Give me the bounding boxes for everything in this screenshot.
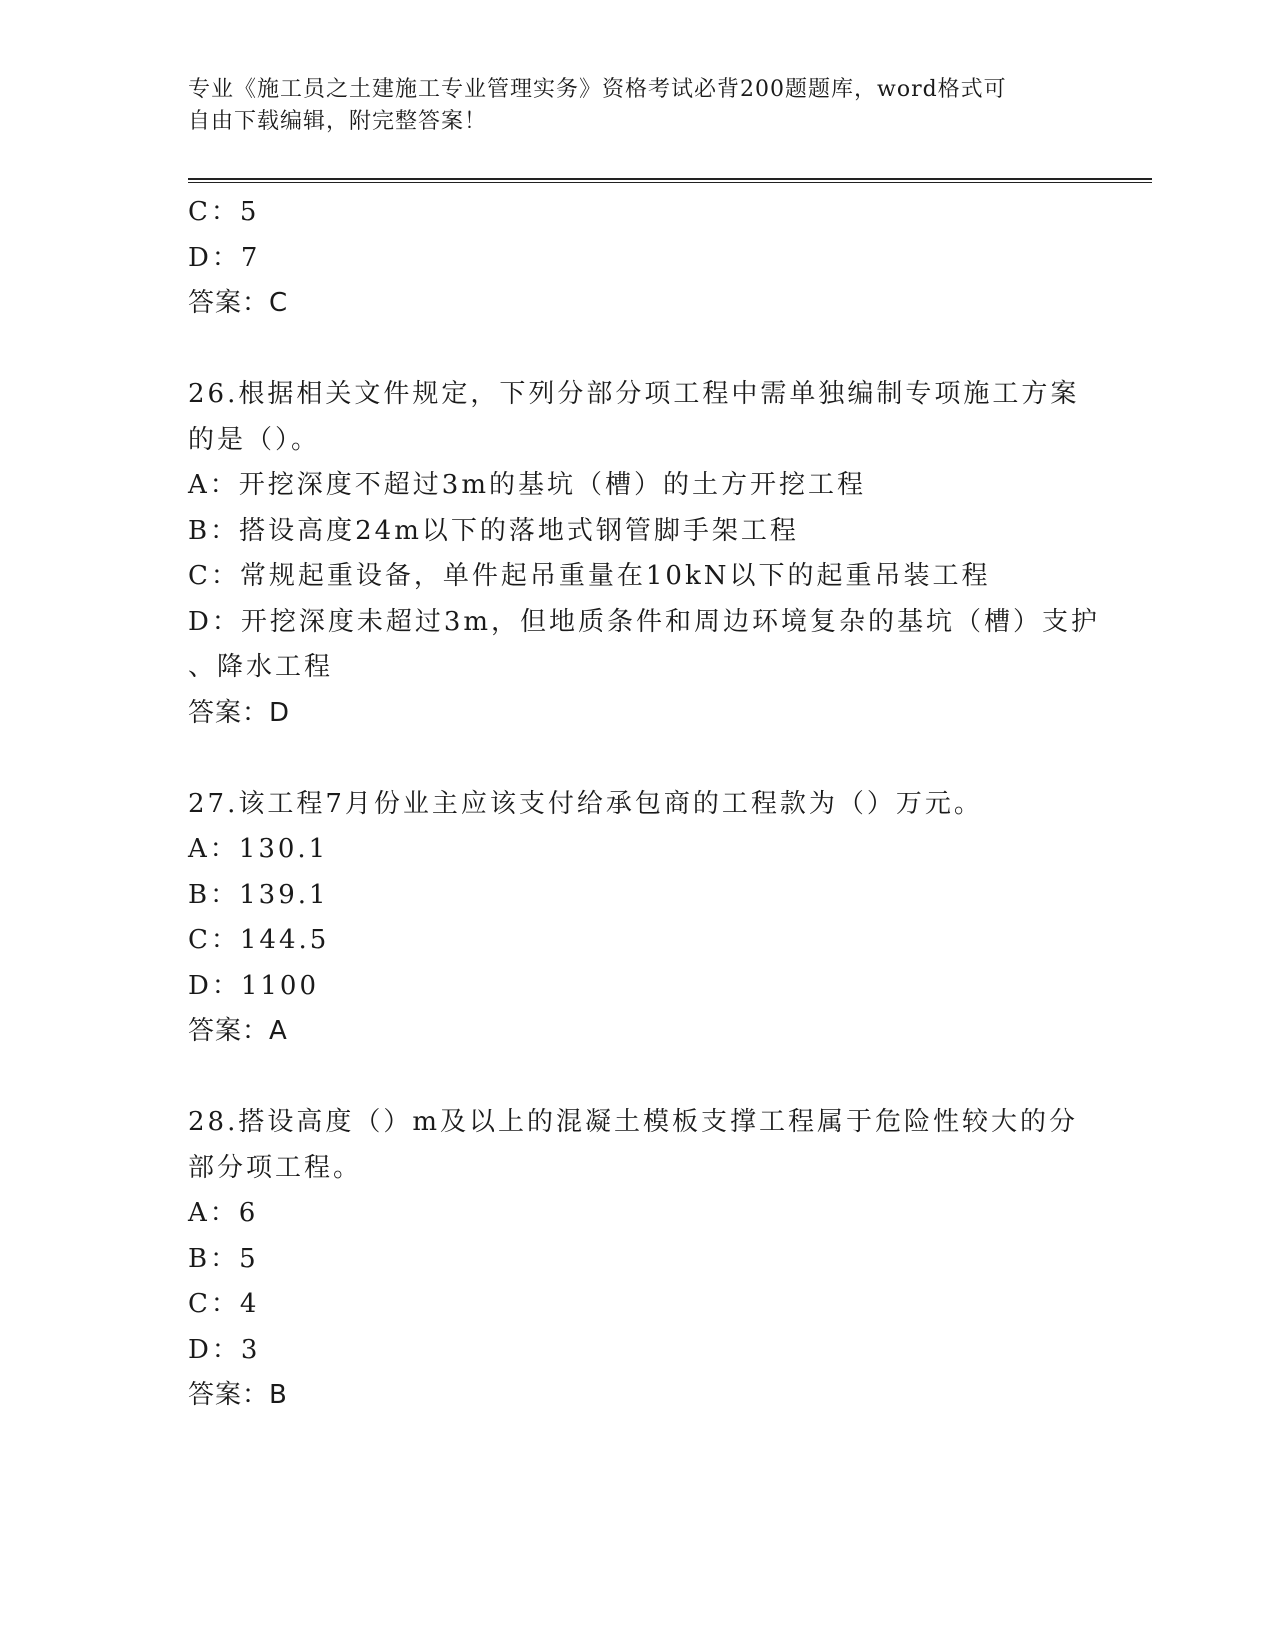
header-divider [188, 178, 1152, 183]
option-d: D：开挖深度未超过3m，但地质条件和周边环境复杂的基坑（槽）支护 [188, 606, 1101, 637]
option-d: D：3 [188, 1334, 261, 1365]
answer-line: 答案：B [188, 1380, 288, 1410]
question-stem-line: 部分项工程。 [188, 1152, 363, 1183]
spacer [188, 327, 1088, 373]
question-stem-line: 27.该工程7月份业主应该支付给承包商的工程款为（）万元。 [188, 788, 983, 819]
question-27 [188, 782, 1088, 1055]
option-c: C：常规起重设备，单件起吊重量在10kN以下的起重吊装工程 [188, 561, 991, 591]
option-d: D：7 [188, 242, 261, 273]
question-stem-line: 28.搭设高度（）m及以上的混凝土模板支撑工程属于危险性较大的分 [188, 1107, 1079, 1137]
answer-line: 答案：C [188, 288, 289, 318]
option-a: A：开挖深度不超过3m的基坑（槽）的土方开挖工程 [188, 470, 866, 500]
option-c: C：5 [188, 197, 260, 227]
answer-line: 答案：D [188, 697, 291, 728]
option-a: A：6 [188, 1198, 259, 1228]
option-d-continuation: 、降水工程 [188, 652, 334, 682]
question-stem-line: 的是（）。 [188, 424, 321, 455]
spacer [188, 1055, 1088, 1101]
document-header [188, 74, 1088, 138]
option-b: B：5 [188, 1243, 259, 1274]
question-26 [188, 372, 1101, 736]
option-c: C：144.5 [188, 925, 330, 955]
option-a: A：130.1 [188, 834, 329, 864]
option-c: C：4 [188, 1289, 260, 1319]
option-b: B：139.1 [188, 879, 329, 910]
spacer [188, 736, 1088, 782]
previous-question-tail [188, 190, 1088, 327]
header-title-line-2: 自由下载编辑，附完整答案！ [188, 109, 488, 134]
header-title-line-1: 专业《施工员之土建施工专业管理实务》资格考试必背200题题库，word格式可 [188, 77, 1007, 102]
option-b: B：搭设高度24m以下的落地式钢管脚手架工程 [188, 515, 799, 546]
question-stem-line: 26.根据相关文件规定，下列分部分项工程中需单独编制专项施工方案 [188, 379, 1080, 409]
question-28 [188, 1100, 1088, 1419]
answer-line: 答案：A [188, 1016, 288, 1046]
question-list [188, 190, 1101, 1419]
option-d: D：1100 [188, 970, 320, 1001]
